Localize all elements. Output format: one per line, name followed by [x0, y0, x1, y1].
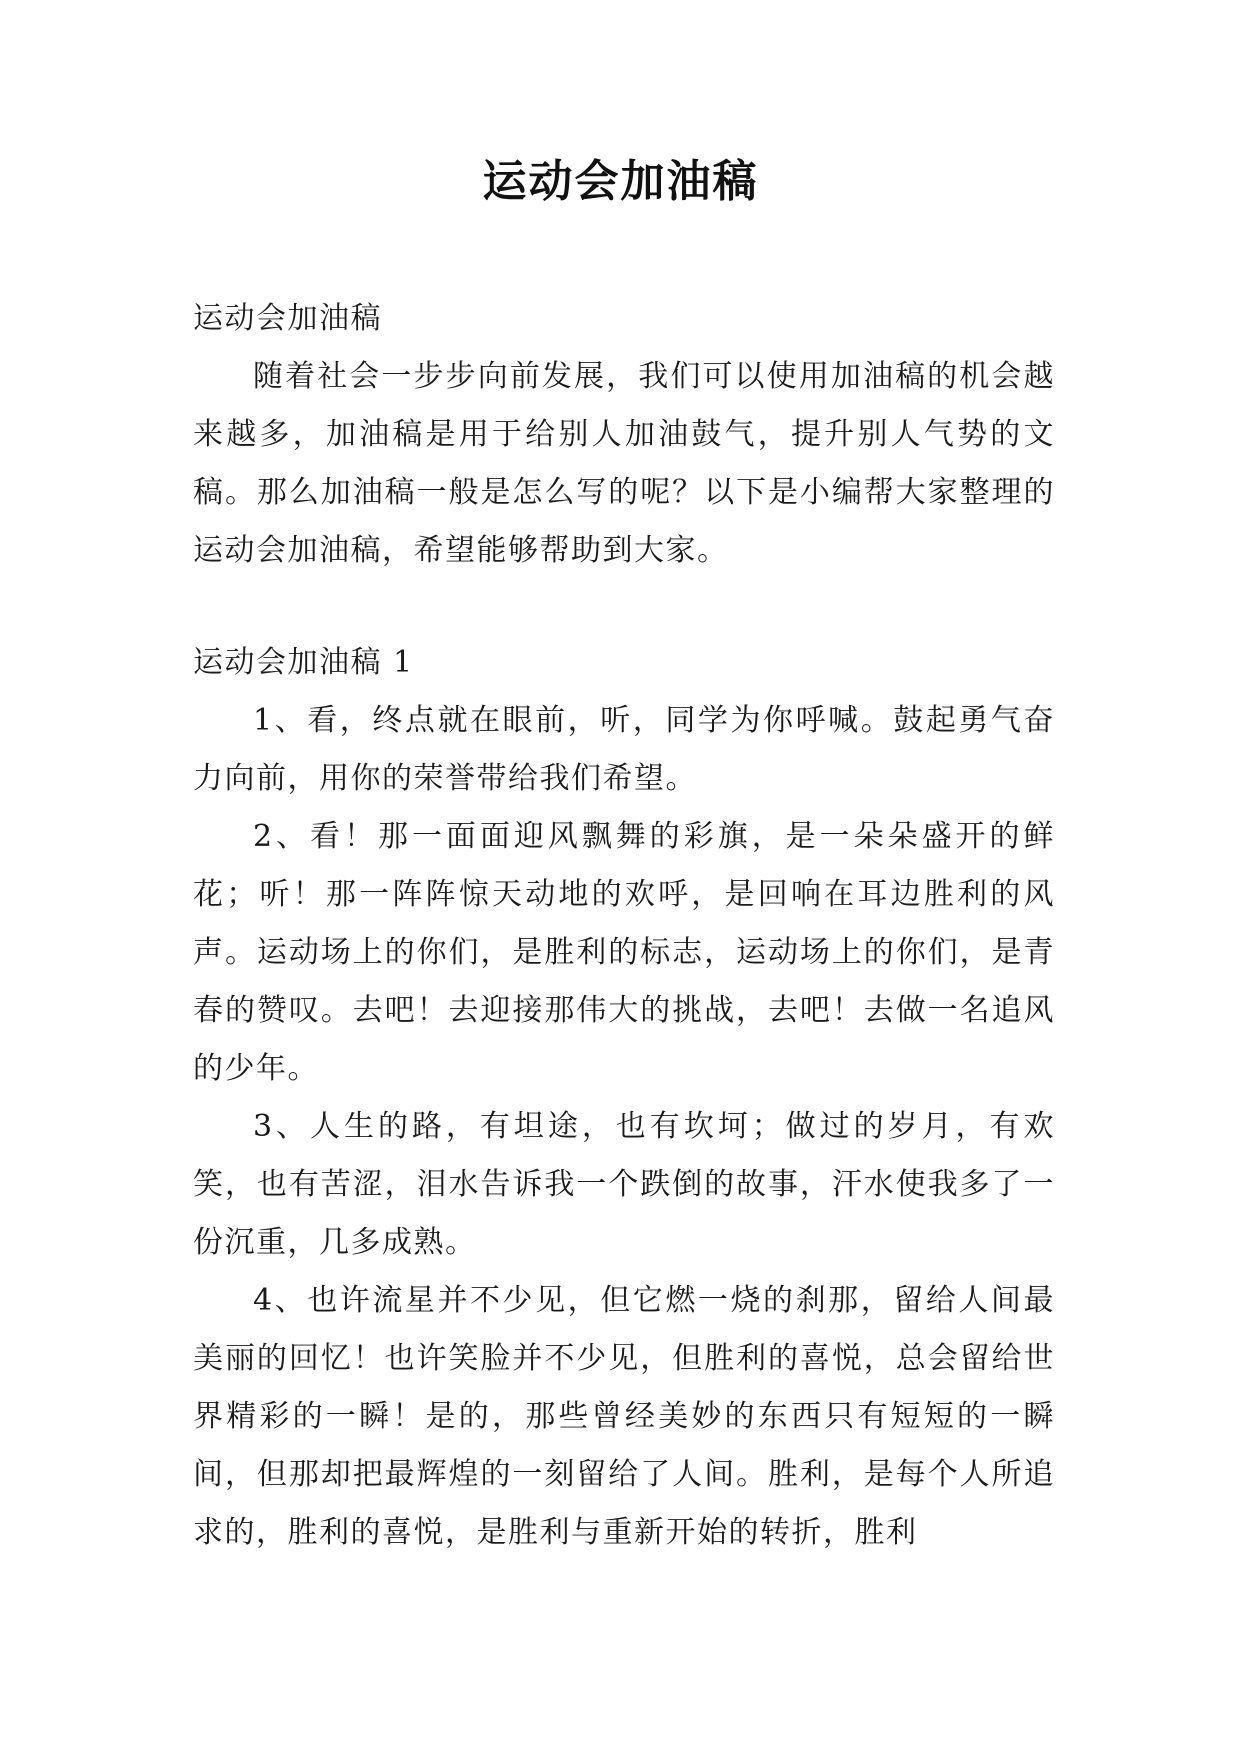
intro-paragraph: 随着社会一步步向前发展，我们可以使用加油稿的机会越来越多，加油稿是用于给别人加油鼓气，提升别人气势的文稿。那么加油稿一般是怎么写的呢？以下是小编帮大家整理的运动会加油稿，希望能够帮助到大家。 — [193, 359, 1055, 568]
list-item: 3、人生的路，有坦途，也有坎坷；做过的岁月，有欢笑，也有苦涩，泪水告诉我一个跌倒的故事，汗水使我多了一份沉重，几多成熟。 — [193, 1109, 1055, 1260]
list-item: 1、看，终点就在眼前，听，同学为你呼喊。鼓起勇气奋力向前，用你的荣誉带给我们希望。 — [193, 703, 1055, 796]
section-spacer — [193, 580, 1055, 634]
list-item: 2、看！那一面面迎风飘舞的彩旗，是一朵朵盛开的鲜花；听！那一阵阵惊天动地的欢呼，是回响在耳边胜利的风声。运动场上的你们，是胜利的标志，运动场上的你们，是青春的赞叹。去吧！去迎接那伟大的挑战，去吧！去做一名追风的少年。 — [193, 819, 1055, 1086]
intro-heading: 运动会加油稿 — [193, 301, 382, 336]
list-item: 4、也许流星并不少见，但它燃一烧的刹那，留给人间最美丽的回忆！也许笑脸并不少见，但胜利的喜悦，总会留给世界精彩的一瞬！是的，那些曾经美妙的东西只有短短的一瞬间，但那却把最辉煌的一刻留给了人间。胜利，是每个人所追求的，胜利的喜悦，是胜利与重新开始的转折，胜利 — [193, 1283, 1055, 1550]
document-body — [193, 290, 1055, 1562]
section-heading: 运动会加油稿 1 — [193, 645, 414, 680]
document-title: 运动会加油稿 — [482, 156, 759, 207]
